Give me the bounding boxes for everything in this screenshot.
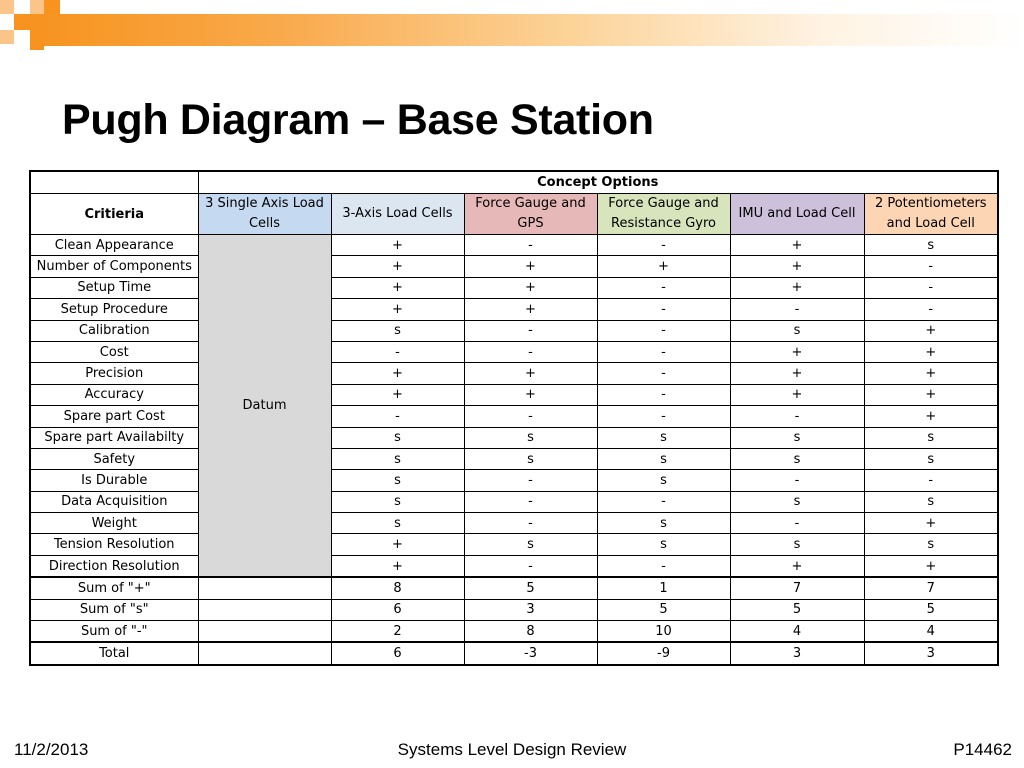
rating-cell: - [864,470,998,491]
rating-cell: + [730,555,864,577]
rating-cell: + [597,256,730,277]
decor-square [30,0,44,14]
total-row [30,642,998,665]
summary-value-cell: 4 [730,621,864,643]
table-row [30,406,998,427]
criterion-label: Precision [30,363,198,384]
table-header [30,171,998,235]
rating-cell: - [730,406,864,427]
footer-project-id: P14462 [953,740,1012,759]
table-row [30,256,998,277]
summary-value-cell: 3 [464,599,597,620]
summary-label: Sum of "s" [30,599,198,620]
rating-cell: + [730,363,864,384]
rating-cell: s [730,320,864,341]
criterion-label: Setup Procedure [30,299,198,320]
criterion-label: Direction Resolution [30,555,198,577]
summary-value-cell: 2 [331,621,464,643]
rating-cell: s [597,513,730,534]
rating-cell: s [730,427,864,448]
rating-cell: s [331,320,464,341]
rating-cell: + [331,235,464,256]
summary-label: Sum of "-" [30,621,198,643]
rating-cell: - [597,235,730,256]
rating-cell: s [730,448,864,469]
rating-cell: + [464,277,597,298]
criterion-label: Weight [30,513,198,534]
rating-cell: s [331,513,464,534]
header-decoration [0,0,1024,50]
rating-cell: s [864,534,998,555]
summary-value-cell: 8 [331,577,464,599]
rating-cell: s [864,448,998,469]
decor-square [44,0,60,14]
rating-cell: - [597,384,730,405]
criteria-header: Critieria [30,194,198,235]
rating-cell: + [864,513,998,534]
summary-value-cell: 8 [464,621,597,643]
concept-options-header: Concept Options [198,171,998,194]
criterion-label: Tension Resolution [30,534,198,555]
rating-cell: - [464,470,597,491]
criterion-label: Cost [30,341,198,362]
rating-cell: + [864,341,998,362]
table-row [30,384,998,405]
criterion-label: Accuracy [30,384,198,405]
rating-cell: + [864,384,998,405]
rating-cell: + [730,341,864,362]
rating-cell: s [597,470,730,491]
rating-cell: s [464,534,597,555]
summary-value-cell: 6 [331,599,464,620]
summary-value-cell: -3 [464,642,597,665]
rating-cell: + [730,235,864,256]
option-header-6: 2 Potentiometers and Load Cell [864,194,998,235]
summary-row [30,577,998,599]
criterion-label: Data Acquisition [30,491,198,512]
rating-cell: - [597,555,730,577]
summary-value-cell: 6 [331,642,464,665]
summary-value-cell: 5 [464,577,597,599]
header-row-concepts [30,171,998,194]
datum-summary-blank [198,599,331,620]
rating-cell: s [331,427,464,448]
summary-value-cell: 7 [864,577,998,599]
rating-cell: s [331,491,464,512]
rating-cell: - [597,406,730,427]
rating-cell: - [464,513,597,534]
table-row [30,470,998,491]
table-row [30,448,998,469]
rating-cell: + [464,384,597,405]
rating-cell: - [730,513,864,534]
option-header-3: Force Gauge and GPS [464,194,597,235]
rating-cell: - [864,299,998,320]
rating-cell: - [331,406,464,427]
rating-cell: - [464,555,597,577]
criterion-label: Calibration [30,320,198,341]
rating-cell: - [597,491,730,512]
rating-cell: - [597,299,730,320]
rating-cell: s [864,427,998,448]
table-row [30,299,998,320]
table-row [30,427,998,448]
rating-cell: + [464,363,597,384]
rating-cell: - [597,320,730,341]
rating-cell: - [864,277,998,298]
decor-square [30,46,44,50]
rating-cell: + [864,555,998,577]
criterion-label: Number of Components [30,256,198,277]
rating-cell: + [331,555,464,577]
rating-cell: - [464,491,597,512]
table-row [30,320,998,341]
summary-row [30,621,998,643]
rating-cell: + [864,363,998,384]
table-row [30,555,998,577]
criterion-label: Setup Time [30,277,198,298]
footer-title: Systems Level Design Review [397,740,627,759]
rating-cell: + [464,256,597,277]
rating-cell: - [464,235,597,256]
rating-cell: - [730,470,864,491]
rating-cell: - [730,299,864,320]
summary-value-cell: 5 [730,599,864,620]
rating-cell: + [864,320,998,341]
table-row [30,363,998,384]
rating-cell: - [331,341,464,362]
datum-summary-blank [198,621,331,643]
summary-value-cell: 5 [597,599,730,620]
criterion-label: Safety [30,448,198,469]
summary-value-cell: 1 [597,577,730,599]
summary-value-cell: 7 [730,577,864,599]
summary-value-cell: 3 [864,642,998,665]
rating-cell: + [331,277,464,298]
summary-row [30,599,998,620]
rating-cell: - [597,363,730,384]
rating-cell: s [597,448,730,469]
summary-value-cell: -9 [597,642,730,665]
criterion-label: Is Durable [30,470,198,491]
rating-cell: - [597,277,730,298]
rating-cell: s [730,534,864,555]
rating-cell: + [331,299,464,320]
rating-cell: s [597,427,730,448]
datum-summary-blank [198,577,331,599]
rating-cell: + [464,299,597,320]
header-gradient-bar [30,14,1024,46]
datum-cell: Datum [198,235,331,578]
rating-cell: s [464,427,597,448]
table-body [30,235,998,666]
criterion-label: Clean Appearance [30,235,198,256]
rating-cell: + [331,384,464,405]
rating-cell: + [730,256,864,277]
decor-square [0,30,14,44]
decor-square [0,0,14,14]
table-row [30,235,998,256]
rating-cell: s [864,491,998,512]
rating-cell: + [730,277,864,298]
summary-value-cell: 4 [864,621,998,643]
rating-cell: s [597,534,730,555]
rating-cell: - [864,256,998,277]
option-header-5: IMU and Load Cell [730,194,864,235]
slide-title: Pugh Diagram – Base Station [62,96,654,144]
footer-date: 11/2/2013 [14,740,89,759]
header-row-options [30,194,998,235]
option-header-4: Force Gauge and Resistance Gyro [597,194,730,235]
rating-cell: s [331,470,464,491]
decor-square [30,30,44,46]
table-row [30,341,998,362]
criterion-label: Spare part Availabilty [30,427,198,448]
rating-cell: - [464,320,597,341]
summary-value-cell: 5 [864,599,998,620]
datum-summary-blank [198,642,331,665]
rating-cell: - [464,341,597,362]
summary-label: Total [30,642,198,665]
summary-value-cell: 10 [597,621,730,643]
summary-label: Sum of "+" [30,577,198,599]
rating-cell: - [464,406,597,427]
rating-cell: + [331,534,464,555]
rating-cell: s [730,491,864,512]
rating-cell: + [331,256,464,277]
option-header-1: 3 Single Axis Load Cells [198,194,331,235]
rating-cell: + [864,406,998,427]
rating-cell: + [331,363,464,384]
table-row [30,277,998,298]
rating-cell: s [331,448,464,469]
table-row [30,534,998,555]
summary-value-cell: 3 [730,642,864,665]
rating-cell: - [597,341,730,362]
pugh-matrix-table [29,170,999,666]
rating-cell: s [464,448,597,469]
table-row [30,513,998,534]
criterion-label: Spare part Cost [30,406,198,427]
decor-square [14,14,30,30]
rating-cell: + [730,384,864,405]
rating-cell: s [864,235,998,256]
header-blank-cell [30,171,198,194]
table-row [30,491,998,512]
option-header-2: 3-Axis Load Cells [331,194,464,235]
